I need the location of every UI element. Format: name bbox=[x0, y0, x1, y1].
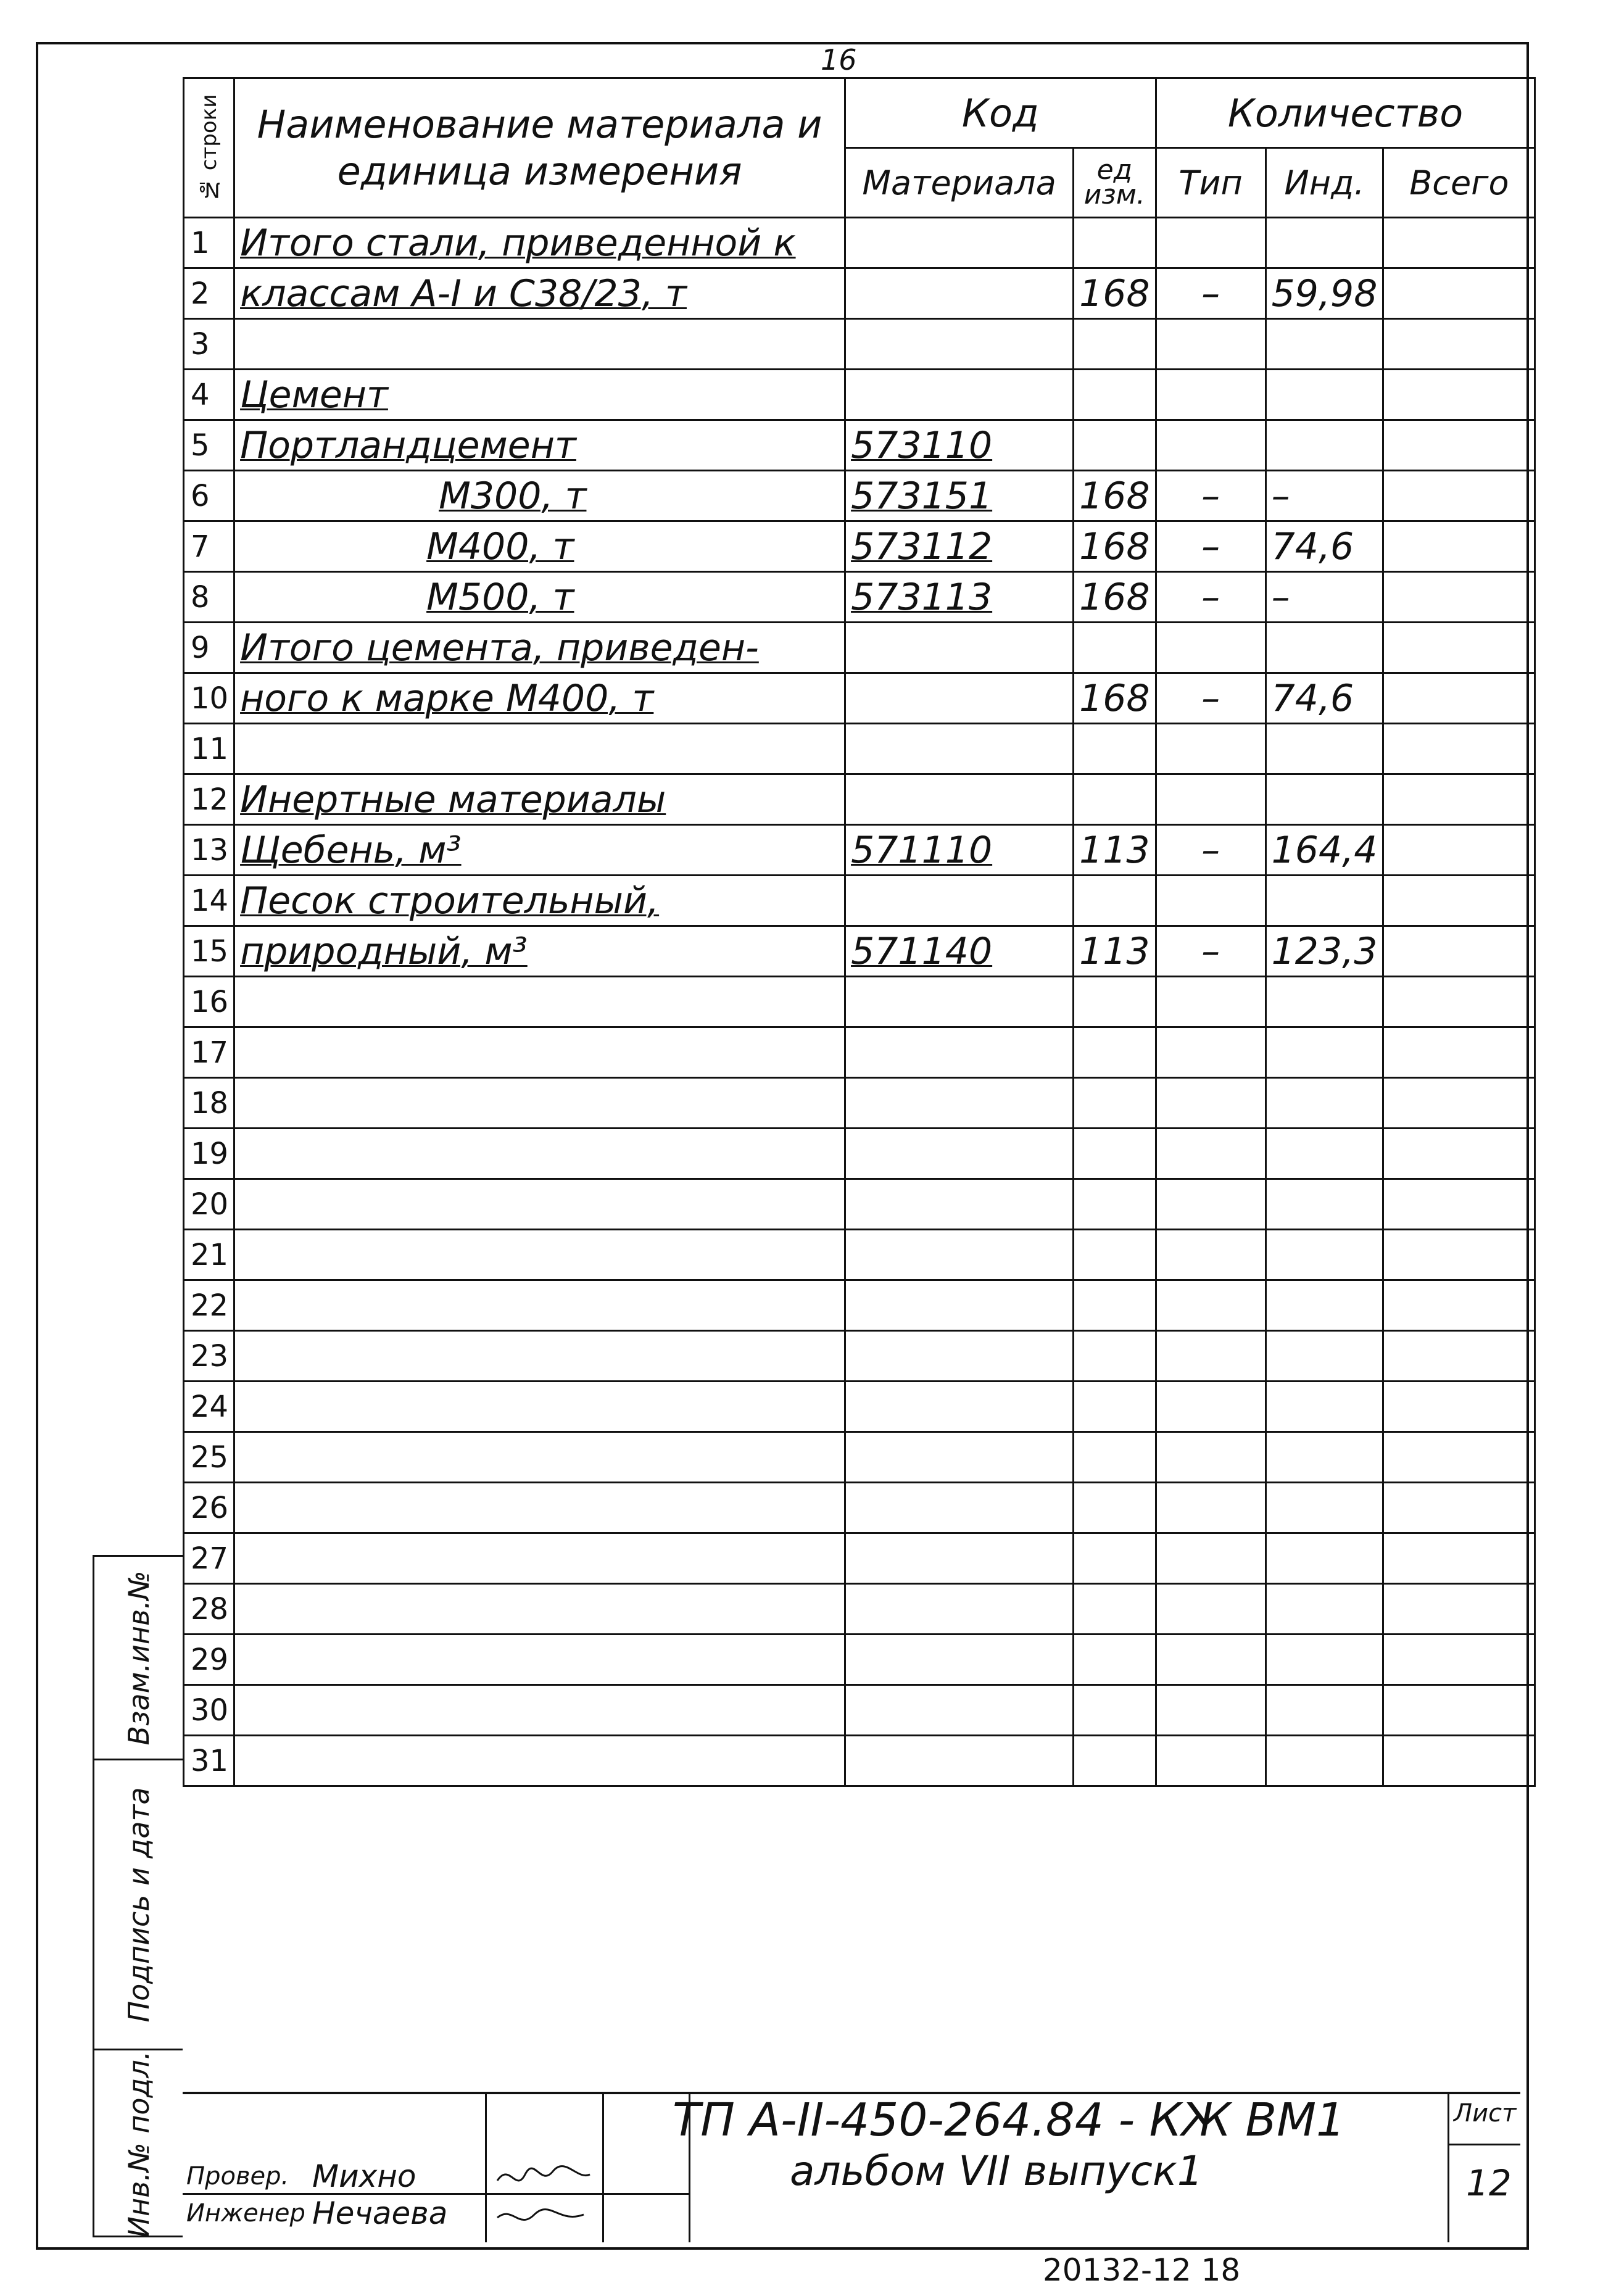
qty-type bbox=[1156, 876, 1265, 926]
table-row bbox=[184, 1280, 1535, 1331]
material-name: классам А-I и С38/23, т bbox=[234, 268, 845, 319]
qty-ind: 123,3 bbox=[1265, 926, 1383, 977]
unit-code bbox=[1074, 218, 1156, 268]
table-row bbox=[184, 1129, 1535, 1179]
material-name bbox=[234, 1432, 845, 1483]
table-row bbox=[184, 319, 1535, 370]
qty-type bbox=[1156, 218, 1265, 268]
row-number: 24 bbox=[184, 1382, 234, 1432]
qty-type: – bbox=[1156, 926, 1265, 977]
material-name bbox=[234, 1736, 845, 1786]
table-row bbox=[184, 1685, 1535, 1736]
qty-total bbox=[1383, 724, 1535, 774]
material-name bbox=[234, 1129, 845, 1179]
row-number: 3 bbox=[184, 319, 234, 370]
unit-code: 168 bbox=[1074, 673, 1156, 724]
material-code bbox=[845, 1027, 1074, 1078]
table-row bbox=[184, 268, 1535, 319]
qty-type bbox=[1156, 1432, 1265, 1483]
qty-total bbox=[1383, 673, 1535, 724]
qty-total bbox=[1383, 774, 1535, 825]
table-row bbox=[184, 977, 1535, 1027]
qty-type bbox=[1156, 1533, 1265, 1584]
role-checked: Провер. bbox=[186, 2162, 289, 2190]
row-number: 31 bbox=[184, 1736, 234, 1786]
material-name: Портландцемент bbox=[234, 420, 845, 471]
unit-code bbox=[1074, 1736, 1156, 1786]
qty-total bbox=[1383, 876, 1535, 926]
qty-total bbox=[1383, 1179, 1535, 1230]
material-name: Итого цемента, приведен- bbox=[234, 623, 845, 673]
row-number: 13 bbox=[184, 825, 234, 876]
material-name bbox=[234, 1685, 845, 1736]
row-number: 26 bbox=[184, 1483, 234, 1533]
qty-total bbox=[1383, 1483, 1535, 1533]
table-row bbox=[184, 623, 1535, 673]
qty-ind bbox=[1265, 218, 1383, 268]
qty-total bbox=[1383, 1685, 1535, 1736]
qty-total bbox=[1383, 268, 1535, 319]
table-row bbox=[184, 420, 1535, 471]
document-code: ТП А-II-450-264.84 - КЖ ВМ1 bbox=[673, 2094, 1346, 2147]
qty-type bbox=[1156, 977, 1265, 1027]
header-qty-ind: Инд. bbox=[1265, 148, 1383, 218]
qty-type bbox=[1156, 1331, 1265, 1382]
material-name bbox=[234, 1027, 845, 1078]
signature-mikhno bbox=[491, 2156, 596, 2236]
material-code bbox=[845, 977, 1074, 1027]
table-row bbox=[184, 471, 1535, 521]
table-row bbox=[184, 876, 1535, 926]
unit-code bbox=[1074, 1685, 1156, 1736]
sheet-number: 12 bbox=[1466, 2162, 1512, 2204]
qty-type bbox=[1156, 1280, 1265, 1331]
stamp-divider bbox=[183, 2193, 689, 2195]
unit-code bbox=[1074, 319, 1156, 370]
material-code bbox=[845, 1685, 1074, 1736]
unit-code: 168 bbox=[1074, 471, 1156, 521]
row-number: 18 bbox=[184, 1078, 234, 1129]
unit-code bbox=[1074, 623, 1156, 673]
header-qty-total: Всего bbox=[1383, 148, 1535, 218]
qty-ind bbox=[1265, 319, 1383, 370]
qty-type: – bbox=[1156, 471, 1265, 521]
qty-total bbox=[1383, 1078, 1535, 1129]
row-number: 15 bbox=[184, 926, 234, 977]
table-row bbox=[184, 572, 1535, 623]
material-code: 573151 bbox=[845, 471, 1074, 521]
row-number: 22 bbox=[184, 1280, 234, 1331]
name-engineer: Нечаева bbox=[312, 2195, 448, 2231]
qty-type bbox=[1156, 1382, 1265, 1432]
header-qty-type: Тип bbox=[1156, 148, 1265, 218]
qty-type bbox=[1156, 1584, 1265, 1635]
unit-code: 168 bbox=[1074, 521, 1156, 572]
material-name bbox=[234, 724, 845, 774]
table-row bbox=[184, 1635, 1535, 1685]
qty-type bbox=[1156, 774, 1265, 825]
name-checked: Михно bbox=[312, 2158, 416, 2194]
qty-total bbox=[1383, 1432, 1535, 1483]
qty-ind bbox=[1265, 1736, 1383, 1786]
qty-ind bbox=[1265, 1533, 1383, 1584]
material-code: 573112 bbox=[845, 521, 1074, 572]
unit-code bbox=[1074, 1635, 1156, 1685]
table-row bbox=[184, 370, 1535, 420]
qty-type bbox=[1156, 370, 1265, 420]
qty-total bbox=[1383, 1027, 1535, 1078]
qty-ind bbox=[1265, 1129, 1383, 1179]
table-row bbox=[184, 1382, 1535, 1432]
unit-code: 168 bbox=[1074, 572, 1156, 623]
table-row bbox=[184, 926, 1535, 977]
unit-code bbox=[1074, 876, 1156, 926]
material-name: М300, т bbox=[234, 471, 845, 521]
table-row bbox=[184, 1432, 1535, 1483]
material-name: Щебень, м³ bbox=[234, 825, 845, 876]
material-code bbox=[845, 1230, 1074, 1280]
material-name: Цемент bbox=[234, 370, 845, 420]
material-code bbox=[845, 319, 1074, 370]
unit-code bbox=[1074, 774, 1156, 825]
material-code: 573110 bbox=[845, 420, 1074, 471]
qty-ind: 59,98 bbox=[1265, 268, 1383, 319]
header-code: Код bbox=[845, 78, 1156, 148]
unit-code bbox=[1074, 1331, 1156, 1382]
material-name: Итого стали, приведенной к bbox=[234, 218, 845, 268]
qty-ind bbox=[1265, 1027, 1383, 1078]
qty-type bbox=[1156, 1078, 1265, 1129]
qty-ind bbox=[1265, 1230, 1383, 1280]
stamp-divider bbox=[1448, 2144, 1520, 2145]
qty-ind bbox=[1265, 977, 1383, 1027]
table-row bbox=[184, 1331, 1535, 1382]
qty-ind bbox=[1265, 1078, 1383, 1129]
material-code bbox=[845, 370, 1074, 420]
row-number: 21 bbox=[184, 1230, 234, 1280]
unit-code bbox=[1074, 1533, 1156, 1584]
material-code: 573113 bbox=[845, 572, 1074, 623]
qty-total bbox=[1383, 926, 1535, 977]
qty-type bbox=[1156, 1129, 1265, 1179]
qty-type bbox=[1156, 420, 1265, 471]
unit-code bbox=[1074, 1483, 1156, 1533]
material-code bbox=[845, 1635, 1074, 1685]
header-qty: Количество bbox=[1156, 78, 1535, 148]
qty-type bbox=[1156, 1736, 1265, 1786]
material-name bbox=[234, 1230, 845, 1280]
qty-type bbox=[1156, 1179, 1265, 1230]
unit-code bbox=[1074, 977, 1156, 1027]
side-vzam-inv-label: Взам.инв.№ bbox=[122, 1570, 155, 1746]
materials-table bbox=[183, 77, 1536, 1787]
table-row bbox=[184, 1483, 1535, 1533]
row-number: 20 bbox=[184, 1179, 234, 1230]
stamp-divider bbox=[485, 2094, 487, 2242]
material-name bbox=[234, 1078, 845, 1129]
qty-ind: – bbox=[1265, 572, 1383, 623]
qty-type: – bbox=[1156, 521, 1265, 572]
qty-ind: 74,6 bbox=[1265, 673, 1383, 724]
qty-type bbox=[1156, 1027, 1265, 1078]
material-name bbox=[234, 977, 845, 1027]
qty-total bbox=[1383, 977, 1535, 1027]
unit-code bbox=[1074, 724, 1156, 774]
material-name bbox=[234, 1635, 845, 1685]
material-name bbox=[234, 1331, 845, 1382]
table-row bbox=[184, 1078, 1535, 1129]
page-number: 16 bbox=[821, 43, 857, 77]
qty-total bbox=[1383, 1736, 1535, 1786]
material-code bbox=[845, 1280, 1074, 1331]
qty-ind bbox=[1265, 1382, 1383, 1432]
qty-ind bbox=[1265, 1584, 1383, 1635]
table-row bbox=[184, 1230, 1535, 1280]
row-number: 28 bbox=[184, 1584, 234, 1635]
table-row bbox=[184, 218, 1535, 268]
material-name: Песок строительный, bbox=[234, 876, 845, 926]
qty-total bbox=[1383, 1230, 1535, 1280]
qty-ind bbox=[1265, 1331, 1383, 1382]
qty-ind bbox=[1265, 1483, 1383, 1533]
row-number: 19 bbox=[184, 1129, 234, 1179]
qty-ind bbox=[1265, 876, 1383, 926]
row-number: 8 bbox=[184, 572, 234, 623]
qty-total bbox=[1383, 420, 1535, 471]
side-inv-podl bbox=[94, 2050, 183, 2237]
qty-total bbox=[1383, 1280, 1535, 1331]
unit-code bbox=[1074, 1584, 1156, 1635]
material-name: природный, м³ bbox=[234, 926, 845, 977]
material-code bbox=[845, 218, 1074, 268]
material-code bbox=[845, 623, 1074, 673]
qty-total bbox=[1383, 1584, 1535, 1635]
table-row bbox=[184, 825, 1535, 876]
row-number: 10 bbox=[184, 673, 234, 724]
album-issue: альбом VII выпуск1 bbox=[790, 2147, 1203, 2195]
table-row bbox=[184, 1027, 1535, 1078]
header-name: Наименование материала и единица измерения bbox=[234, 78, 845, 218]
material-code bbox=[845, 1483, 1074, 1533]
qty-total bbox=[1383, 521, 1535, 572]
material-name bbox=[234, 319, 845, 370]
material-code bbox=[845, 268, 1074, 319]
qty-ind: 164,4 bbox=[1265, 825, 1383, 876]
material-code bbox=[845, 1331, 1074, 1382]
unit-code bbox=[1074, 1230, 1156, 1280]
material-code bbox=[845, 876, 1074, 926]
unit-code: 113 bbox=[1074, 926, 1156, 977]
qty-total bbox=[1383, 1635, 1535, 1685]
qty-ind: – bbox=[1265, 471, 1383, 521]
qty-type bbox=[1156, 1230, 1265, 1280]
qty-ind bbox=[1265, 1179, 1383, 1230]
qty-type: – bbox=[1156, 673, 1265, 724]
qty-ind bbox=[1265, 1432, 1383, 1483]
qty-total bbox=[1383, 1331, 1535, 1382]
qty-ind bbox=[1265, 1685, 1383, 1736]
side-vzam-inv bbox=[94, 1557, 183, 1760]
unit-code bbox=[1074, 1382, 1156, 1432]
archive-number: 20132-12 18 bbox=[1043, 2252, 1241, 2288]
material-code bbox=[845, 1736, 1074, 1786]
qty-ind bbox=[1265, 774, 1383, 825]
unit-code bbox=[1074, 370, 1156, 420]
qty-total bbox=[1383, 572, 1535, 623]
table-row bbox=[184, 673, 1535, 724]
qty-total bbox=[1383, 370, 1535, 420]
qty-ind: 74,6 bbox=[1265, 521, 1383, 572]
material-code bbox=[845, 724, 1074, 774]
material-code: 571110 bbox=[845, 825, 1074, 876]
material-code bbox=[845, 1129, 1074, 1179]
row-number: 1 bbox=[184, 218, 234, 268]
stamp-divider bbox=[1448, 2094, 1449, 2242]
qty-total bbox=[1383, 218, 1535, 268]
material-code bbox=[845, 1382, 1074, 1432]
material-name: ного к марке М400, т bbox=[234, 673, 845, 724]
table-row bbox=[184, 724, 1535, 774]
material-name: М500, т bbox=[234, 572, 845, 623]
qty-type bbox=[1156, 1483, 1265, 1533]
stamp-divider bbox=[602, 2094, 604, 2242]
row-number: 30 bbox=[184, 1685, 234, 1736]
unit-code bbox=[1074, 1432, 1156, 1483]
material-code bbox=[845, 1533, 1074, 1584]
material-name bbox=[234, 1533, 845, 1584]
unit-code bbox=[1074, 1280, 1156, 1331]
qty-total bbox=[1383, 1129, 1535, 1179]
side-podpis-data-label: Подпись и дата bbox=[122, 1786, 155, 2023]
material-code bbox=[845, 774, 1074, 825]
material-code bbox=[845, 1584, 1074, 1635]
row-number: 25 bbox=[184, 1432, 234, 1483]
material-name: М400, т bbox=[234, 521, 845, 572]
material-code bbox=[845, 673, 1074, 724]
unit-code bbox=[1074, 1129, 1156, 1179]
unit-code bbox=[1074, 1078, 1156, 1129]
qty-ind bbox=[1265, 623, 1383, 673]
row-number: 6 bbox=[184, 471, 234, 521]
material-code bbox=[845, 1179, 1074, 1230]
row-number: 14 bbox=[184, 876, 234, 926]
qty-ind bbox=[1265, 1635, 1383, 1685]
qty-type: – bbox=[1156, 572, 1265, 623]
row-number: 12 bbox=[184, 774, 234, 825]
qty-ind bbox=[1265, 1280, 1383, 1331]
row-number: 5 bbox=[184, 420, 234, 471]
row-number: 2 bbox=[184, 268, 234, 319]
material-name bbox=[234, 1280, 845, 1331]
row-number: 7 bbox=[184, 521, 234, 572]
sheet-label: Лист bbox=[1454, 2099, 1517, 2128]
qty-type bbox=[1156, 319, 1265, 370]
table-body bbox=[184, 218, 1535, 1786]
row-number: 11 bbox=[184, 724, 234, 774]
row-number: 27 bbox=[184, 1533, 234, 1584]
header-row-no: № строки bbox=[184, 78, 234, 218]
header-code-material: Материала bbox=[845, 148, 1074, 218]
qty-ind bbox=[1265, 420, 1383, 471]
qty-ind bbox=[1265, 370, 1383, 420]
qty-total bbox=[1383, 319, 1535, 370]
qty-type: – bbox=[1156, 268, 1265, 319]
qty-type bbox=[1156, 1635, 1265, 1685]
qty-type: – bbox=[1156, 825, 1265, 876]
qty-total bbox=[1383, 471, 1535, 521]
unit-code bbox=[1074, 420, 1156, 471]
material-name bbox=[234, 1179, 845, 1230]
material-name bbox=[234, 1483, 845, 1533]
unit-code bbox=[1074, 1027, 1156, 1078]
role-engineer: Инженер bbox=[186, 2199, 305, 2228]
qty-type bbox=[1156, 724, 1265, 774]
row-number: 29 bbox=[184, 1635, 234, 1685]
table-row bbox=[184, 521, 1535, 572]
unit-code: 113 bbox=[1074, 825, 1156, 876]
table-row bbox=[184, 1533, 1535, 1584]
row-number: 9 bbox=[184, 623, 234, 673]
row-number: 4 bbox=[184, 370, 234, 420]
material-name bbox=[234, 1584, 845, 1635]
qty-total bbox=[1383, 1533, 1535, 1584]
table-row bbox=[184, 1584, 1535, 1635]
row-number: 23 bbox=[184, 1331, 234, 1382]
table-row bbox=[184, 774, 1535, 825]
table-row bbox=[184, 1736, 1535, 1786]
material-code bbox=[845, 1432, 1074, 1483]
unit-code: 168 bbox=[1074, 268, 1156, 319]
material-name: Инертные материалы bbox=[234, 774, 845, 825]
qty-total bbox=[1383, 825, 1535, 876]
side-inv-podl-label: Инв.№ подл. bbox=[122, 2050, 155, 2237]
header-code-unit: ед изм. bbox=[1074, 148, 1156, 218]
material-name bbox=[234, 1382, 845, 1432]
qty-type bbox=[1156, 623, 1265, 673]
unit-code bbox=[1074, 1179, 1156, 1230]
qty-total bbox=[1383, 623, 1535, 673]
row-number: 16 bbox=[184, 977, 234, 1027]
side-podpis-data bbox=[94, 1760, 183, 2050]
material-code: 571140 bbox=[845, 926, 1074, 977]
material-code bbox=[845, 1078, 1074, 1129]
table-row bbox=[184, 1179, 1535, 1230]
qty-type bbox=[1156, 1685, 1265, 1736]
row-number: 17 bbox=[184, 1027, 234, 1078]
header-row-1 bbox=[184, 78, 1535, 148]
side-stamp bbox=[93, 1555, 183, 2237]
qty-total bbox=[1383, 1382, 1535, 1432]
qty-ind bbox=[1265, 724, 1383, 774]
